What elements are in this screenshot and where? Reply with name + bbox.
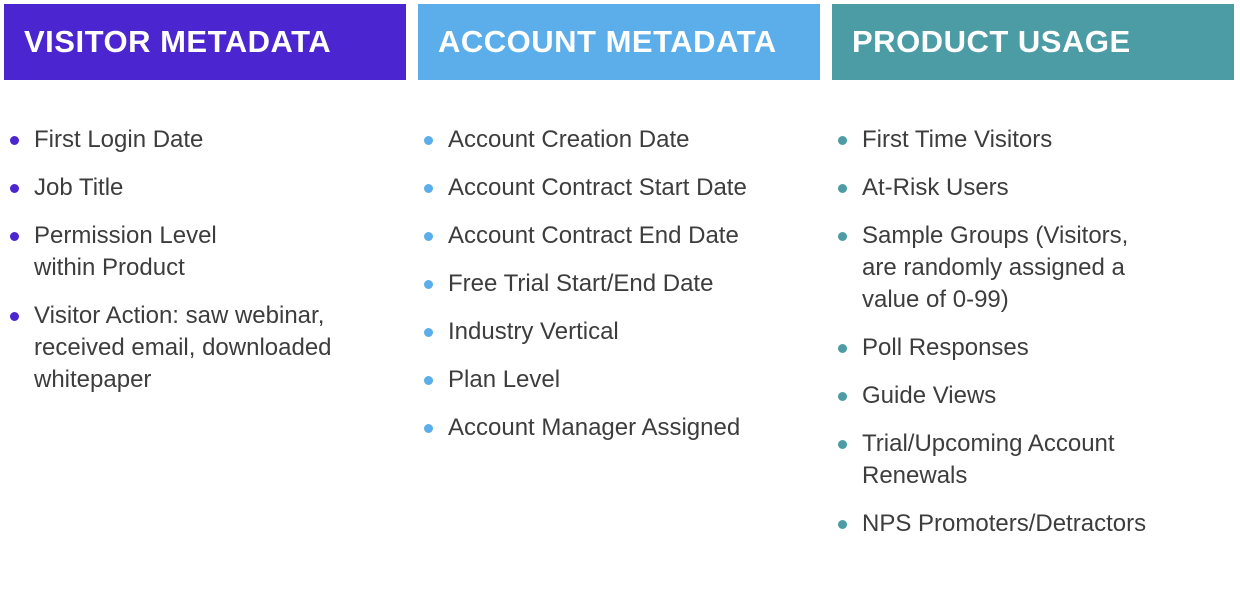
bullet-dot-icon: [424, 136, 433, 145]
visitor-metadata-column: [4, 4, 406, 412]
list-item-text: Sample Groups (Visitors, are randomly assigned a value of 0-99): [862, 222, 1129, 313]
list-item: [832, 172, 1234, 204]
list-item-text: Guide Views: [862, 382, 997, 409]
bullet-dot-icon: [424, 424, 433, 433]
list-item: [418, 220, 820, 252]
list-item: [418, 172, 820, 204]
list-item-text: First Login Date: [34, 126, 204, 153]
product-usage-title: PRODUCT USAGE: [852, 24, 1131, 59]
list-item-text: Trial/Upcoming Account Renewals: [862, 430, 1115, 489]
list-item-text: Free Trial Start/End Date: [448, 270, 714, 297]
bullet-dot-icon: [838, 232, 847, 241]
list-item-text: At-Risk Users: [862, 174, 1009, 201]
bullet-dot-icon: [838, 344, 847, 353]
list-item: [832, 508, 1234, 540]
bullet-dot-icon: [10, 136, 19, 145]
list-item: [4, 124, 406, 156]
product-usage-column: [832, 4, 1234, 556]
visitor-metadata-title: VISITOR METADATA: [24, 24, 332, 59]
bullet-dot-icon: [424, 376, 433, 385]
bullet-dot-icon: [838, 520, 847, 529]
product-usage-header: [832, 4, 1234, 80]
visitor-metadata-header: [4, 4, 406, 80]
list-item-text: Job Title: [34, 174, 124, 201]
list-item: [4, 220, 406, 284]
list-item: [832, 428, 1234, 492]
account-metadata-header: [418, 4, 820, 80]
list-item-text: First Time Visitors: [862, 126, 1053, 153]
bullet-dot-icon: [424, 328, 433, 337]
list-item-text: Permission Level within Product: [34, 222, 217, 281]
product-usage-list: [832, 124, 1234, 540]
account-metadata-column: [418, 4, 820, 460]
account-metadata-title: ACCOUNT METADATA: [438, 24, 777, 59]
list-item-text: Account Contract End Date: [448, 222, 739, 249]
list-item-text: Account Contract Start Date: [448, 174, 747, 201]
list-item-text: Plan Level: [448, 366, 561, 393]
list-item-text: Visitor Action: saw webinar, received email, downloaded whitepaper: [34, 302, 332, 393]
list-item: [418, 268, 820, 300]
list-item-text: Account Manager Assigned: [448, 414, 741, 441]
bullet-dot-icon: [424, 232, 433, 241]
list-item-text: Industry Vertical: [448, 318, 619, 345]
bullet-dot-icon: [838, 184, 847, 193]
list-item: [418, 364, 820, 396]
bullet-dot-icon: [10, 184, 19, 193]
list-item: [4, 300, 406, 396]
bullet-dot-icon: [424, 184, 433, 193]
list-item: [832, 124, 1234, 156]
list-item-text: Account Creation Date: [448, 126, 690, 153]
list-item: [832, 332, 1234, 364]
list-item: [832, 380, 1234, 412]
bullet-dot-icon: [838, 440, 847, 449]
visitor-metadata-list: [4, 124, 406, 396]
list-item: [832, 220, 1234, 316]
bullet-dot-icon: [424, 280, 433, 289]
bullet-dot-icon: [10, 312, 19, 321]
list-item: [418, 412, 820, 444]
account-metadata-list: [418, 124, 820, 444]
list-item: [418, 124, 820, 156]
list-item-text: Poll Responses: [862, 334, 1029, 361]
bullet-dot-icon: [838, 136, 847, 145]
bullet-dot-icon: [10, 232, 19, 241]
list-item: [4, 172, 406, 204]
list-item: [418, 316, 820, 348]
bullet-dot-icon: [838, 392, 847, 401]
list-item-text: NPS Promoters/Detractors: [862, 510, 1147, 537]
